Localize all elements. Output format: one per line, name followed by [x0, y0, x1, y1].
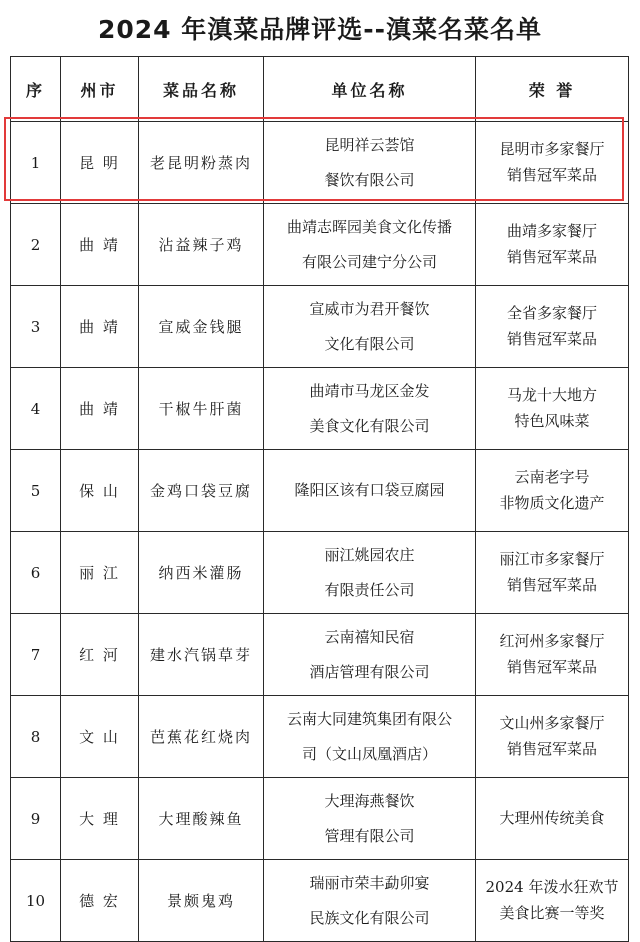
honor-line: 销售冠军菜品 [506, 329, 597, 348]
unit-name-line: 曲靖志晖园美食文化传播 [286, 218, 452, 236]
table-row [11, 122, 629, 204]
row-city: 保 山 [61, 450, 139, 532]
unit-name-line: 有限责任公司 [324, 580, 415, 599]
honor-line: 红河州多家餐厅 [499, 632, 605, 650]
row-index: 9 [11, 778, 61, 860]
row-city: 曲 靖 [61, 368, 139, 450]
honor-line: 大理州传统美食 [499, 808, 605, 827]
row-dish-name: 老昆明粉蒸肉 [139, 122, 264, 204]
row-unit-name [264, 778, 476, 860]
honor-line: 美食比赛一等奖 [499, 903, 605, 922]
table-row [11, 368, 629, 450]
row-index: 1 [11, 122, 61, 204]
row-honor [476, 614, 629, 696]
row-index: 10 [11, 860, 61, 942]
table-body [11, 122, 629, 942]
unit-name-line: 大理海燕餐饮 [324, 792, 415, 810]
honor-line: 销售冠军菜品 [506, 657, 597, 676]
unit-name-line: 隆阳区该有口袋豆腐园 [294, 481, 445, 500]
row-index: 3 [11, 286, 61, 368]
row-dish-name: 宣威金钱腿 [139, 286, 264, 368]
row-dish-name: 金鸡口袋豆腐 [139, 450, 264, 532]
unit-name-line: 瑞丽市荣丰勐卯宴 [309, 874, 430, 892]
header-honor: 荣 誉 [476, 57, 629, 122]
table-row [11, 532, 629, 614]
table-header-row [11, 57, 629, 122]
row-dish-name: 芭蕉花红烧肉 [139, 696, 264, 778]
honor-line: 销售冠军菜品 [506, 247, 597, 266]
unit-name-line: 昆明祥云荟馆 [324, 136, 415, 154]
table-row [11, 286, 629, 368]
unit-name-line: 司（文山凤凰酒店） [301, 744, 437, 763]
dish-list-table [10, 56, 629, 942]
unit-name-line: 美食文化有限公司 [309, 416, 430, 435]
unit-name-line: 管理有限公司 [324, 826, 415, 845]
honor-line: 昆明市多家餐厅 [499, 140, 605, 158]
row-honor [476, 450, 629, 532]
table-row [11, 614, 629, 696]
row-city: 曲 靖 [61, 204, 139, 286]
honor-line: 特色风味菜 [514, 411, 590, 430]
row-honor [476, 286, 629, 368]
honor-line: 马龙十大地方 [506, 386, 597, 404]
honor-line: 曲靖多家餐厅 [506, 222, 597, 240]
header-unit-name: 单位名称 [264, 57, 476, 122]
document-title: 2024 年滇菜品牌评选--滇菜名菜名单 [97, 15, 543, 44]
row-city: 大 理 [61, 778, 139, 860]
row-dish-name: 大理酸辣鱼 [139, 778, 264, 860]
row-unit-name [264, 204, 476, 286]
header-index: 序 [11, 57, 61, 122]
unit-name-line: 云南大同建筑集团有限公 [286, 710, 452, 728]
table-row [11, 450, 629, 532]
header-dish-name: 菜品名称 [139, 57, 264, 122]
row-dish-name: 纳西米灌肠 [139, 532, 264, 614]
honor-line: 非物质文化遗产 [499, 493, 605, 512]
table-row [11, 778, 629, 860]
honor-line: 销售冠军菜品 [506, 739, 597, 758]
table-row [11, 860, 629, 942]
row-dish-name: 建水汽锅草芽 [139, 614, 264, 696]
row-honor [476, 204, 629, 286]
row-honor [476, 368, 629, 450]
unit-name-line: 曲靖市马龙区金发 [309, 382, 430, 400]
row-index: 8 [11, 696, 61, 778]
row-unit-name [264, 614, 476, 696]
unit-name-line: 餐饮有限公司 [324, 170, 415, 189]
honor-line: 文山州多家餐厅 [499, 714, 605, 732]
row-honor [476, 122, 629, 204]
row-dish-name: 景颇鬼鸡 [139, 860, 264, 942]
unit-name-line: 宣威市为君开餐饮 [309, 300, 430, 318]
row-unit-name [264, 368, 476, 450]
honor-line: 丽江市多家餐厅 [499, 550, 605, 568]
row-index: 6 [11, 532, 61, 614]
row-index: 2 [11, 204, 61, 286]
honor-line: 2024 年泼水狂欢节 [485, 878, 619, 896]
unit-name-line: 文化有限公司 [324, 334, 415, 353]
unit-name-line: 云南禧知民宿 [324, 628, 415, 646]
honor-line: 全省多家餐厅 [506, 304, 597, 322]
row-city: 昆 明 [61, 122, 139, 204]
unit-name-line: 有限公司建宁分公司 [301, 252, 437, 271]
row-honor [476, 532, 629, 614]
row-city: 文 山 [61, 696, 139, 778]
table-row [11, 696, 629, 778]
row-index: 4 [11, 368, 61, 450]
row-honor [476, 778, 629, 860]
row-honor [476, 696, 629, 778]
table-row [11, 204, 629, 286]
row-city: 红 河 [61, 614, 139, 696]
row-unit-name [264, 286, 476, 368]
row-unit-name [264, 532, 476, 614]
row-index: 5 [11, 450, 61, 532]
row-honor [476, 860, 629, 942]
row-city: 曲 靖 [61, 286, 139, 368]
honor-line: 云南老字号 [514, 468, 590, 486]
honor-line: 销售冠军菜品 [506, 575, 597, 594]
row-dish-name: 沾益辣子鸡 [139, 204, 264, 286]
row-dish-name: 干椒牛肝菌 [139, 368, 264, 450]
unit-name-line: 民族文化有限公司 [309, 908, 430, 927]
row-city: 德 宏 [61, 860, 139, 942]
row-unit-name [264, 860, 476, 942]
row-unit-name [264, 122, 476, 204]
row-index: 7 [11, 614, 61, 696]
unit-name-line: 酒店管理有限公司 [309, 662, 430, 681]
row-city: 丽 江 [61, 532, 139, 614]
header-city: 州市 [61, 57, 139, 122]
honor-line: 销售冠军菜品 [506, 165, 597, 184]
row-unit-name [264, 450, 476, 532]
row-unit-name [264, 696, 476, 778]
unit-name-line: 丽江姚园农庄 [324, 546, 415, 564]
